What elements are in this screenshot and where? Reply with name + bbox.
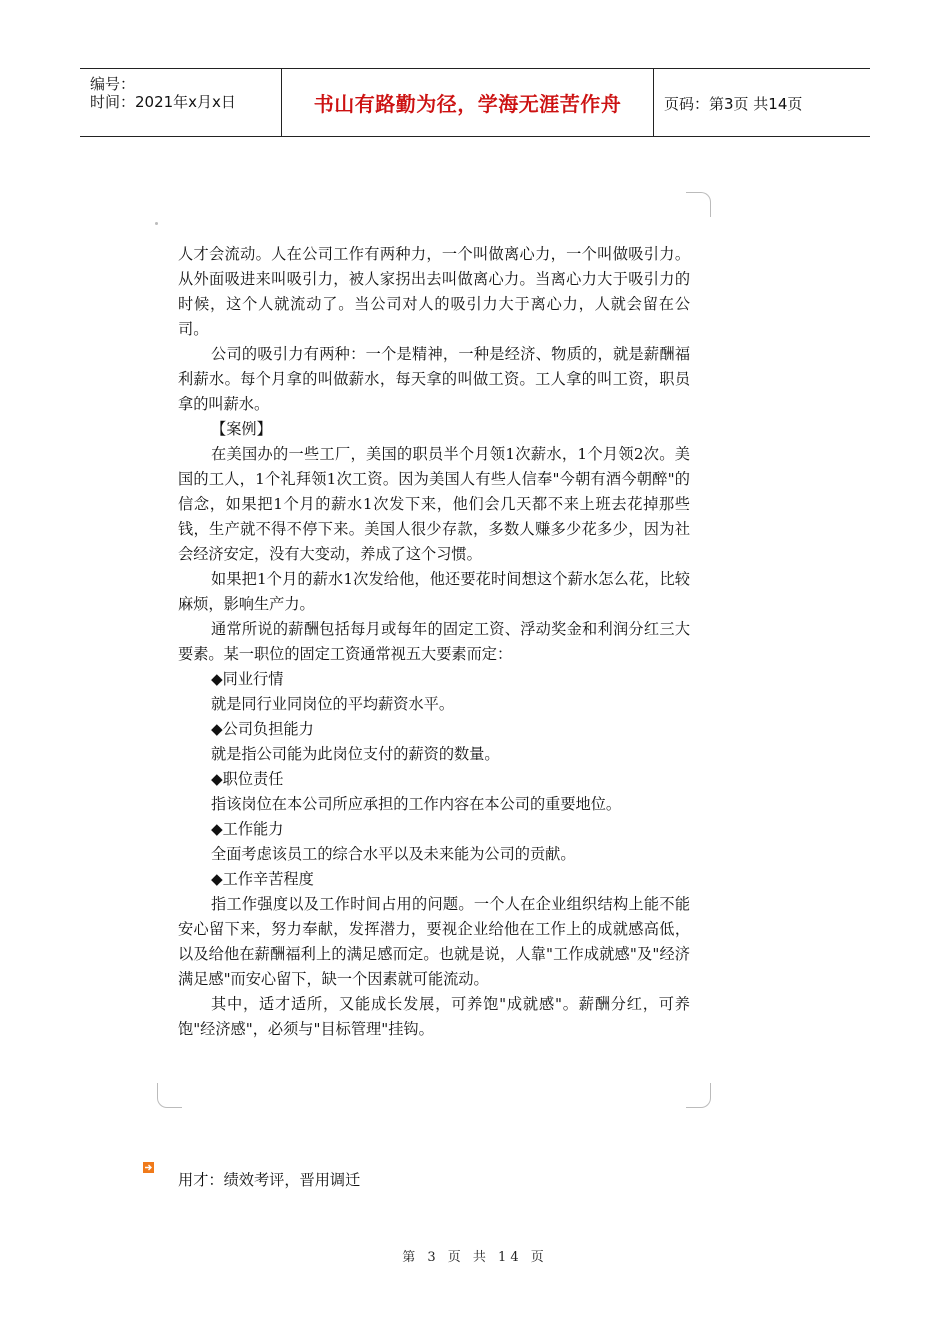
paragraph: 其中，适才适所，又能成长发展，可养饱"成就感"。薪酬分红，可养饱"经济感"，必须与"目标管理"挂钩。 — [178, 995, 690, 1038]
crop-mark-top-right — [686, 192, 711, 217]
factor-heading: ◆同业行情 — [211, 670, 284, 688]
paragraph: 公司的吸引力有两种：一个是精神，一种是经济、物质的，就是薪酬福利薪水。每个月拿的叫做薪水，每天拿的叫做工资。工人拿的叫工资，职员拿的叫薪水。 — [178, 345, 690, 413]
factor-heading: ◆公司负担能力 — [211, 720, 314, 738]
crop-mark-bottom-left — [157, 1083, 182, 1108]
arrow-right-icon — [143, 1162, 154, 1173]
page-footer: 第 3 页 共 14 页 — [402, 1250, 548, 1265]
factor-description: 指该岗位在本公司所应承担的工作内容在本公司的重要地位。 — [211, 795, 622, 813]
body-text — [178, 242, 690, 1042]
header-table — [80, 68, 870, 137]
factor-heading: ◆职位责任 — [211, 770, 284, 788]
factor-description: 全面考虑该员工的综合水平以及未来能为公司的贡献。 — [211, 845, 576, 863]
paragraph: 如果把1个月的薪水1次发给他，他还要花时间想这个薪水怎么花，比较麻烦，影响生产力。 — [178, 570, 690, 613]
factor-description: 就是指公司能为此岗位支付的薪资的数量。 — [211, 745, 500, 763]
header-motto: 书山有路勤为径，学海无涯苦作舟 — [313, 92, 622, 116]
header-divider — [653, 69, 654, 136]
section-subheading: 用才：绩效考评，晋用调迁 — [178, 1171, 361, 1189]
crop-mark-bottom-right — [686, 1083, 711, 1108]
paragraph: 通常所说的薪酬包括每月或每年的固定工资、浮动奖金和利润分红三大要素。某一职位的固定工资通常视五大要素而定： — [178, 620, 690, 663]
number-label: 编号： — [90, 75, 136, 93]
factor-description: 就是同行业同岗位的平均薪资水平。 — [211, 695, 454, 713]
case-heading: 【案例】 — [211, 420, 272, 438]
paragraph: 人才会流动。人在公司工作有两种力，一个叫做离心力，一个叫做吸引力。从外面吸进来叫吸引力，被人家拐出去叫做离心力。当离心力大于吸引力的时候，这个人就流动了。当公司对人的吸引力大于离心力，人就会留在公司。 — [178, 245, 690, 338]
crop-mark-dot — [155, 222, 158, 225]
header-page-code: 页码：第3页 共14页 — [664, 95, 803, 113]
paragraph: 在美国办的一些工厂，美国的职员半个月领1次薪水，1个月领2次。美国的工人，1个礼拜领1次工资。因为美国人有些人信奉"今朝有酒今朝醉"的信念，如果把1个月的薪水1次发下来，他们会几天都不来上班去花掉那些钱，生产就不得不停下来。美国人很少存款，多数人赚多少花多少，因为社会经济安定，没有大变动，养成了这个习惯。 — [178, 445, 690, 563]
factor-heading: ◆工作能力 — [211, 820, 284, 838]
header-meta-cell — [80, 69, 281, 136]
time-label: 时间：2021年x月x日 — [90, 93, 236, 111]
factor-heading: ◆工作辛苦程度 — [211, 870, 314, 888]
paragraph: 指工作强度以及工作时间占用的问题。一个人在企业组织结构上能不能安心留下来，努力奉献，发挥潜力，要视企业给他在工作上的成就感高低，以及给他在薪酬福利上的满足感而定。也就是说，人靠"工作成就感"及"经济满足感"而安心留下，缺一个因素就可能流动。 — [178, 895, 690, 988]
